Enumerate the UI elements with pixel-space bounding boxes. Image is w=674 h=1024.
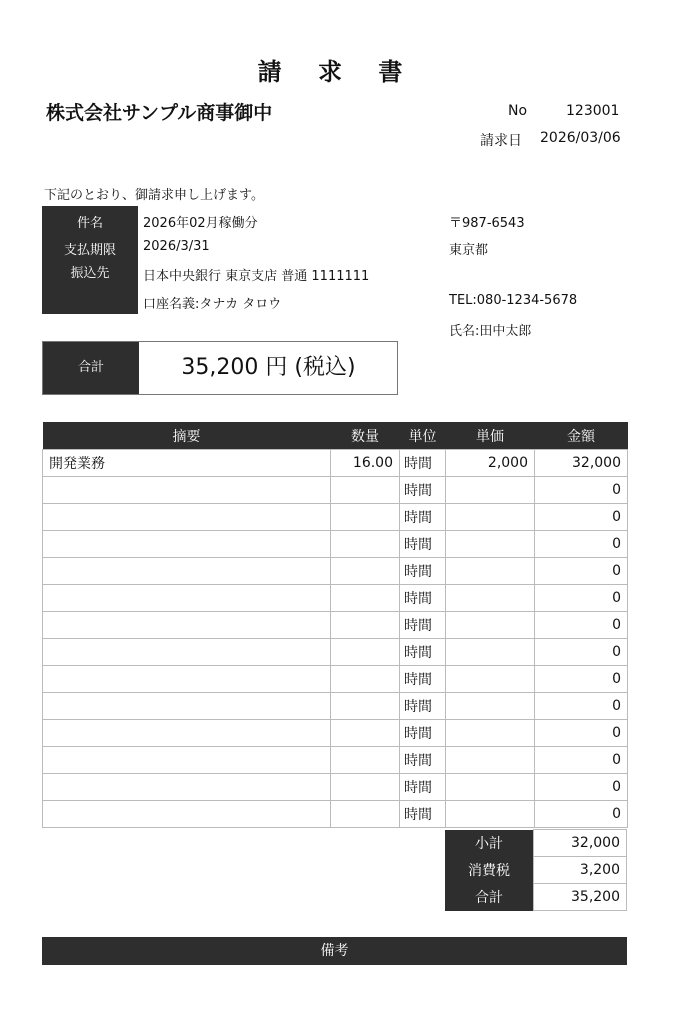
table-row [43, 774, 628, 801]
quantity-cell [331, 666, 400, 693]
unit-price-cell [446, 531, 535, 558]
unit-price-cell [446, 558, 535, 585]
total-summary [42, 341, 398, 395]
total-label: 合計 [43, 342, 139, 394]
unit-price-cell [446, 666, 535, 693]
description-cell [43, 531, 331, 558]
description-cell [43, 585, 331, 612]
unit-price-cell [446, 504, 535, 531]
unit-cell: 時間 [400, 666, 446, 693]
invoice-no-label: No [508, 103, 528, 119]
tax-row [445, 857, 627, 884]
sender-name: 氏名:田中太郎 [449, 324, 532, 339]
amount-cell: 32,000 [535, 450, 628, 477]
quantity-cell [331, 801, 400, 828]
intro-text: 下記のとおり、御請求申し上げます。 [44, 188, 264, 203]
table-row [43, 585, 628, 612]
description-cell [43, 666, 331, 693]
subtotal-value: 32,000 [534, 830, 627, 857]
info-label-column [42, 206, 138, 314]
table-row [43, 747, 628, 774]
unit-cell: 時間 [400, 585, 446, 612]
amount-cell: 0 [535, 720, 628, 747]
table-row [43, 801, 628, 828]
description-cell [43, 504, 331, 531]
quantity-cell [331, 612, 400, 639]
unit-cell: 時間 [400, 558, 446, 585]
sender-prefecture: 東京都 [449, 243, 489, 258]
unit-cell: 時間 [400, 612, 446, 639]
table-row [43, 504, 628, 531]
unit-cell: 時間 [400, 747, 446, 774]
invoice-date: 2026/03/06 [540, 130, 621, 146]
description-cell [43, 612, 331, 639]
subject-label: 件名 [76, 216, 103, 231]
bank-value: 日本中央銀行 東京支店 普通 1111111 [143, 269, 370, 284]
sender-tel: TEL:080-1234-5678 [449, 293, 578, 308]
grand-total-row [445, 884, 627, 911]
grand-total-value: 35,200 [534, 884, 627, 911]
column-header-unit: 単位 [400, 422, 446, 450]
unit-price-cell [446, 720, 535, 747]
unit-cell: 時間 [400, 774, 446, 801]
unit-price-cell [446, 774, 535, 801]
unit-price-cell [446, 477, 535, 504]
line-items-table [42, 422, 628, 828]
description-cell [43, 693, 331, 720]
unit-price-cell [446, 747, 535, 774]
amount-cell: 0 [535, 747, 628, 774]
amount-cell: 0 [535, 801, 628, 828]
quantity-cell [331, 639, 400, 666]
table-row [43, 477, 628, 504]
amount-cell: 0 [535, 666, 628, 693]
table-row [43, 639, 628, 666]
unit-cell: 時間 [400, 504, 446, 531]
unit-cell: 時間 [400, 531, 446, 558]
quantity-cell [331, 585, 400, 612]
unit-cell: 時間 [400, 801, 446, 828]
description-cell: 開発業務 [43, 450, 331, 477]
description-cell [43, 720, 331, 747]
amount-cell: 0 [535, 693, 628, 720]
sender-postal: 〒987-6543 [449, 216, 525, 231]
unit-cell: 時間 [400, 477, 446, 504]
quantity-cell [331, 747, 400, 774]
quantity-cell [331, 693, 400, 720]
unit-cell: 時間 [400, 693, 446, 720]
description-cell [43, 477, 331, 504]
quantity-cell [331, 504, 400, 531]
document-title: 請 求 書 [257, 58, 417, 86]
table-row [43, 693, 628, 720]
table-header-row [43, 422, 628, 450]
column-header-description: 摘要 [43, 422, 331, 450]
tax-label: 消費税 [445, 857, 534, 884]
subtotal-label: 小計 [445, 830, 534, 857]
unit-price-cell: 2,000 [446, 450, 535, 477]
description-cell [43, 558, 331, 585]
due-value: 2026/3/31 [143, 239, 210, 254]
unit-price-cell [446, 693, 535, 720]
unit-price-cell [446, 585, 535, 612]
quantity-cell [331, 558, 400, 585]
amount-cell: 0 [535, 504, 628, 531]
table-row [43, 450, 628, 477]
grand-total-label: 合計 [445, 884, 534, 911]
table-row [43, 531, 628, 558]
amount-cell: 0 [535, 639, 628, 666]
unit-price-cell [446, 801, 535, 828]
column-header-quantity: 数量 [331, 422, 400, 450]
unit-cell: 時間 [400, 450, 446, 477]
line-items-body [43, 450, 628, 828]
total-amount: 35,200 円 (税込) [181, 355, 356, 380]
subject-value: 2026年02月稼働分 [143, 216, 258, 231]
quantity-cell [331, 477, 400, 504]
tax-value: 3,200 [534, 857, 627, 884]
quantity-cell [331, 720, 400, 747]
invoice-date-label: 請求日 [480, 133, 522, 149]
column-header-amount: 金額 [535, 422, 628, 450]
amount-cell: 0 [535, 531, 628, 558]
description-cell [43, 774, 331, 801]
amount-cell: 0 [535, 774, 628, 801]
amount-cell: 0 [535, 612, 628, 639]
invoice-no: 123001 [566, 103, 620, 119]
amount-cell: 0 [535, 477, 628, 504]
unit-price-cell [446, 639, 535, 666]
unit-price-cell [446, 612, 535, 639]
table-row [43, 720, 628, 747]
due-label: 支払期限 [63, 243, 116, 258]
amount-cell: 0 [535, 585, 628, 612]
unit-cell: 時間 [400, 720, 446, 747]
quantity-cell [331, 774, 400, 801]
description-cell [43, 801, 331, 828]
table-row [43, 558, 628, 585]
unit-cell: 時間 [400, 639, 446, 666]
bank-label: 振込先 [70, 266, 110, 281]
client-name: 株式会社サンプル商事御中 [46, 102, 273, 124]
quantity-cell: 16.00 [331, 450, 400, 477]
amount-cell: 0 [535, 558, 628, 585]
description-cell [43, 639, 331, 666]
table-row [43, 612, 628, 639]
subtotal-row [445, 830, 627, 857]
remarks-header: 備考 [42, 937, 627, 965]
description-cell [43, 747, 331, 774]
totals-table [445, 829, 627, 911]
column-header-unit-price: 単価 [446, 422, 535, 450]
quantity-cell [331, 531, 400, 558]
table-row [43, 666, 628, 693]
account-holder: 口座名義:タナカ タロウ [143, 297, 282, 312]
